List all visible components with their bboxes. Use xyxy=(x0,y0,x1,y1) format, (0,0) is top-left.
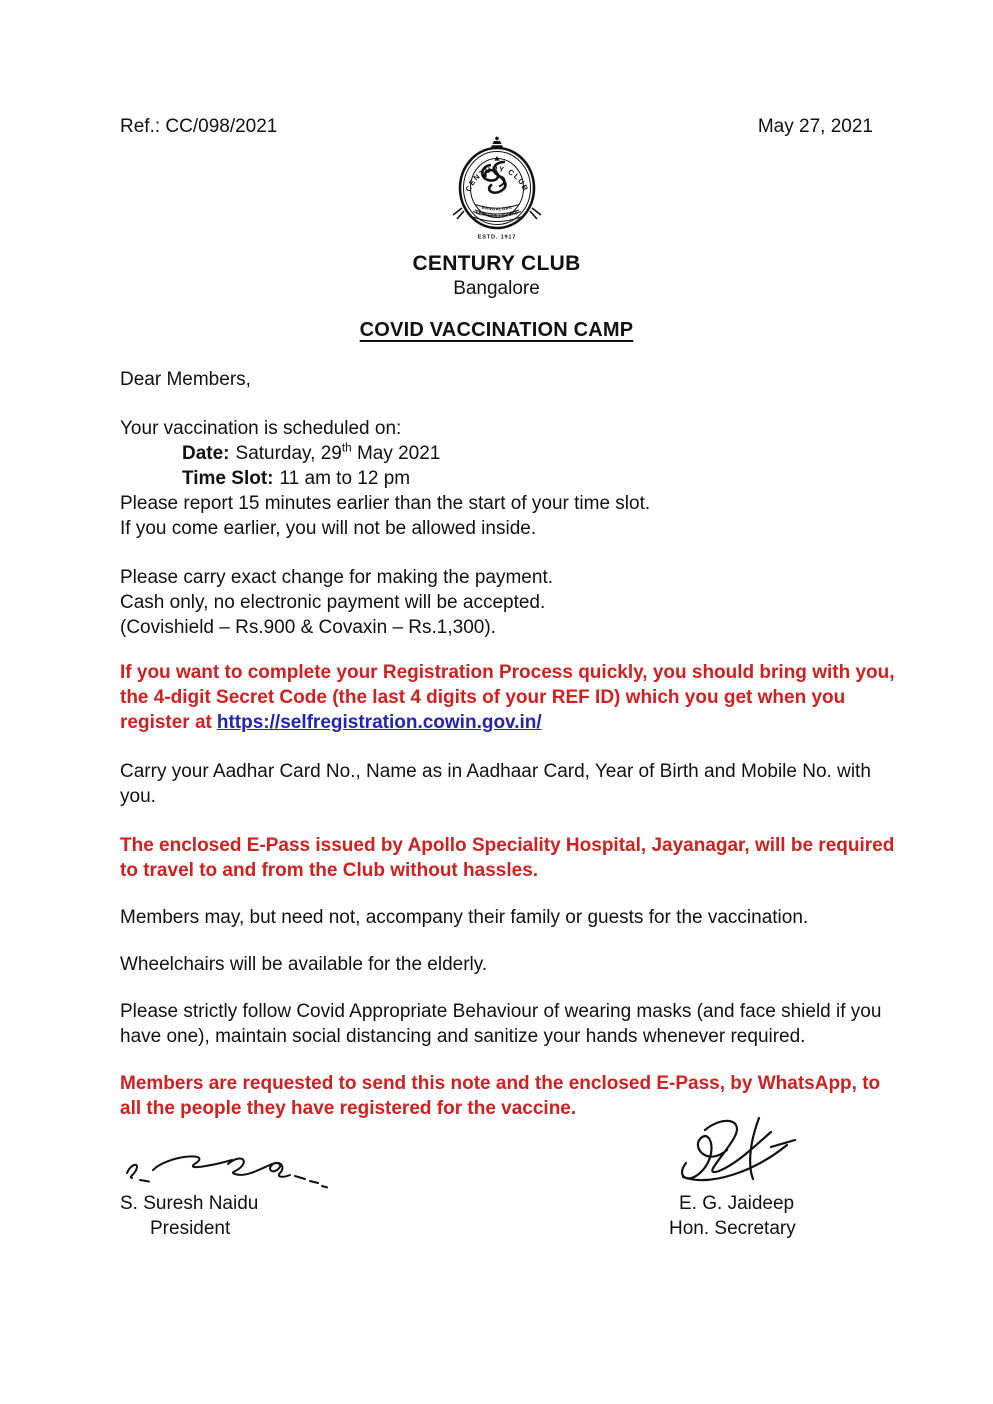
aadhar-line-1: Carry your Aadhar Card No., Name as in Aadhaar Card, Year of Birth and Mobile No. with xyxy=(120,761,871,782)
org-city: Bangalore xyxy=(453,278,540,299)
svg-text:BANGALORE xyxy=(481,205,513,212)
registration-notice xyxy=(120,660,895,735)
date-ordinal: th xyxy=(341,441,352,455)
date-value: Saturday, 29 xyxy=(235,443,342,464)
president-signature-icon xyxy=(120,1147,332,1191)
reference-number: Ref.: CC/098/2021 xyxy=(120,116,278,137)
org-name: CENTURY CLUB xyxy=(412,252,581,275)
payment-line-1: Please carry exact change for making the payment. xyxy=(120,567,554,588)
schedule-paragraph xyxy=(120,416,873,541)
crest-banner-bangalore: BANGALORE xyxy=(480,204,513,212)
registration-notice-line-2: the 4-digit Secret Code (the last 4 digits of your REF ID) which you get when you xyxy=(120,687,846,708)
secretary-signature-icon xyxy=(669,1113,809,1191)
time-slot-label: Time Slot: xyxy=(182,468,274,489)
letter-date: May 27, 2021 xyxy=(757,116,873,137)
vaccine-prices: (Covishield – Rs.900 & Covaxin – Rs.1,300). xyxy=(120,617,496,638)
no-early-entry-note: If you come earlier, you will not be allowed inside. xyxy=(120,518,537,539)
crest-estd-text: ESTD. 1917 xyxy=(477,234,516,241)
crest-arc-text: CENTURY CLUB xyxy=(463,164,530,193)
epass-notice-line-2: to travel to and from the Club without hassles. xyxy=(120,860,539,881)
schedule-intro: Your vaccination is scheduled on: xyxy=(120,418,402,439)
epass-notice xyxy=(120,833,895,883)
whatsapp-notice-line-2: all the people they have registered for the vaccine. xyxy=(120,1098,577,1119)
schedule-time-line xyxy=(120,466,873,491)
crest-banner-learned-leisure: LEARNED LEISURE xyxy=(474,209,519,219)
registration-notice-line-1: If you want to complete your Registration Process quickly, you should bring with you, xyxy=(120,662,895,683)
president-name: S. Suresh Naidu xyxy=(120,1193,259,1214)
century-club-crest-icon xyxy=(447,135,547,243)
salutation: Dear Members, xyxy=(120,369,251,390)
secretary-signature-column xyxy=(669,1113,809,1241)
document-title: COVID VACCINATION CAMP xyxy=(359,319,634,341)
schedule-date-line xyxy=(120,441,873,466)
whatsapp-notice-line-1: Members are requested to send this note and the enclosed E-Pass, by WhatsApp, to xyxy=(120,1073,881,1094)
aadhar-line-2: you. xyxy=(120,786,156,807)
signature-block xyxy=(120,1113,873,1241)
payment-line-2: Cash only, no electronic payment will be accepted. xyxy=(120,592,546,613)
payment-paragraph xyxy=(120,565,873,640)
registration-notice-line-3 xyxy=(120,710,873,735)
register-at-text: register at xyxy=(120,712,212,733)
club-crest-logo xyxy=(120,135,873,250)
president-signature-column xyxy=(120,1147,332,1241)
time-slot-value: 11 am to 12 pm xyxy=(279,468,411,489)
behaviour-line-1: Please strictly follow Covid Appropriate Behaviour of wearing masks (and face shield if you xyxy=(120,1001,882,1022)
date-value-rest: May 2021 xyxy=(356,443,441,464)
aadhar-paragraph xyxy=(120,759,873,809)
behaviour-line-2: have one), maintain social distancing and sanitize your hands whenever required. xyxy=(120,1026,806,1047)
secretary-title: Hon. Secretary xyxy=(669,1218,796,1239)
date-label: Date: xyxy=(182,443,230,464)
family-note: Members may, but need not, accompany their family or guests for the vaccination. xyxy=(120,907,809,928)
behaviour-paragraph xyxy=(120,999,882,1049)
president-title: President xyxy=(150,1218,231,1239)
cowin-registration-link[interactable]: https://selfregistration.cowin.gov.in/ xyxy=(216,712,542,733)
secretary-name: E. G. Jaideep xyxy=(679,1193,795,1214)
epass-notice-line-1: The enclosed E-Pass issued by Apollo Speciality Hospital, Jayanagar, will be required xyxy=(120,835,895,856)
report-early-note: Please report 15 minutes earlier than the start of your time slot. xyxy=(120,493,651,514)
wheelchair-note: Wheelchairs will be available for the elderly. xyxy=(120,954,488,975)
